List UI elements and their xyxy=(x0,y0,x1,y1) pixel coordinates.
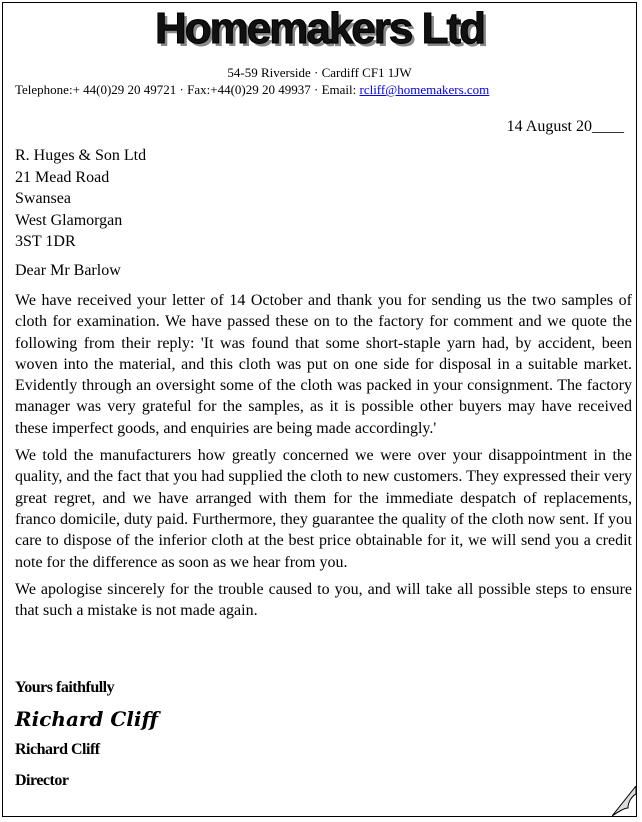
company-logo: Homemakers Ltd xyxy=(154,4,484,53)
page-curl-icon xyxy=(612,786,636,816)
recipient-line: R. Huges & Son Ltd xyxy=(15,147,147,164)
letter-body xyxy=(15,290,632,627)
recipient-line: West Glamorgan xyxy=(15,211,123,229)
recipient-address xyxy=(15,145,146,253)
signatory-name: Richard Cliff xyxy=(15,741,100,758)
signatory-title: Director xyxy=(15,772,69,789)
recipient-line: 3ST 1DR xyxy=(15,233,76,251)
body-paragraph: We told the manufacturers how greatly concerned we were over your disappointment in the quality, and the fact that you had supplied the cloth to new customers. They expressed their very great regret, and we have arranged with them for the immediate despatch of replacements, franco domicile, duty paid. Furthermore, they guarantee the quality of the cloth now sent. If you care to dispose of the inferior cloth at the best price obtainable for it, we will send you a credit note for the difference as soon as we hear from you. xyxy=(15,447,632,571)
telephone-fax: Telephone:+ 44(0)29 20 49721 · Fax:+44(0)29 20 49937 · Email: xyxy=(15,82,357,97)
closing: Yours faithfully xyxy=(15,679,115,696)
company-address: 54-59 Riverside · Cardiff CF1 1JW xyxy=(227,65,412,80)
company-contact xyxy=(15,82,489,98)
handwritten-signature: Richard Cliff xyxy=(15,707,159,731)
letter-page xyxy=(2,2,637,817)
email-link[interactable]: rcliff@homemakers.com xyxy=(359,82,490,97)
letter-date: 14 August 20____ xyxy=(506,118,624,135)
body-paragraph: We have received your letter of 14 October and thank you for sending us the two samples of cloth for examination. We have passed these on to the factory for comment and we quote the following from their reply: 'It was found that some short-staple yarn had, by accident, been woven into the material, and this cloth was put on one side for disposal in a suitable market. Evidently through an oversight some of the cloth was packed in your consignment. The factory manager was very grateful for the samples, as it is possible other buyers may have received these imperfect goods, and enquiries are being made accordingly.' xyxy=(15,292,632,437)
body-paragraph: We apologise sincerely for the trouble caused to you, and will take all possible steps to ensure that such a mistake is not made again. xyxy=(15,580,632,620)
recipient-line: 21 Mead Road xyxy=(15,168,110,186)
recipient-line: Swansea xyxy=(15,190,71,208)
salutation: Dear Mr Barlow xyxy=(15,262,121,279)
